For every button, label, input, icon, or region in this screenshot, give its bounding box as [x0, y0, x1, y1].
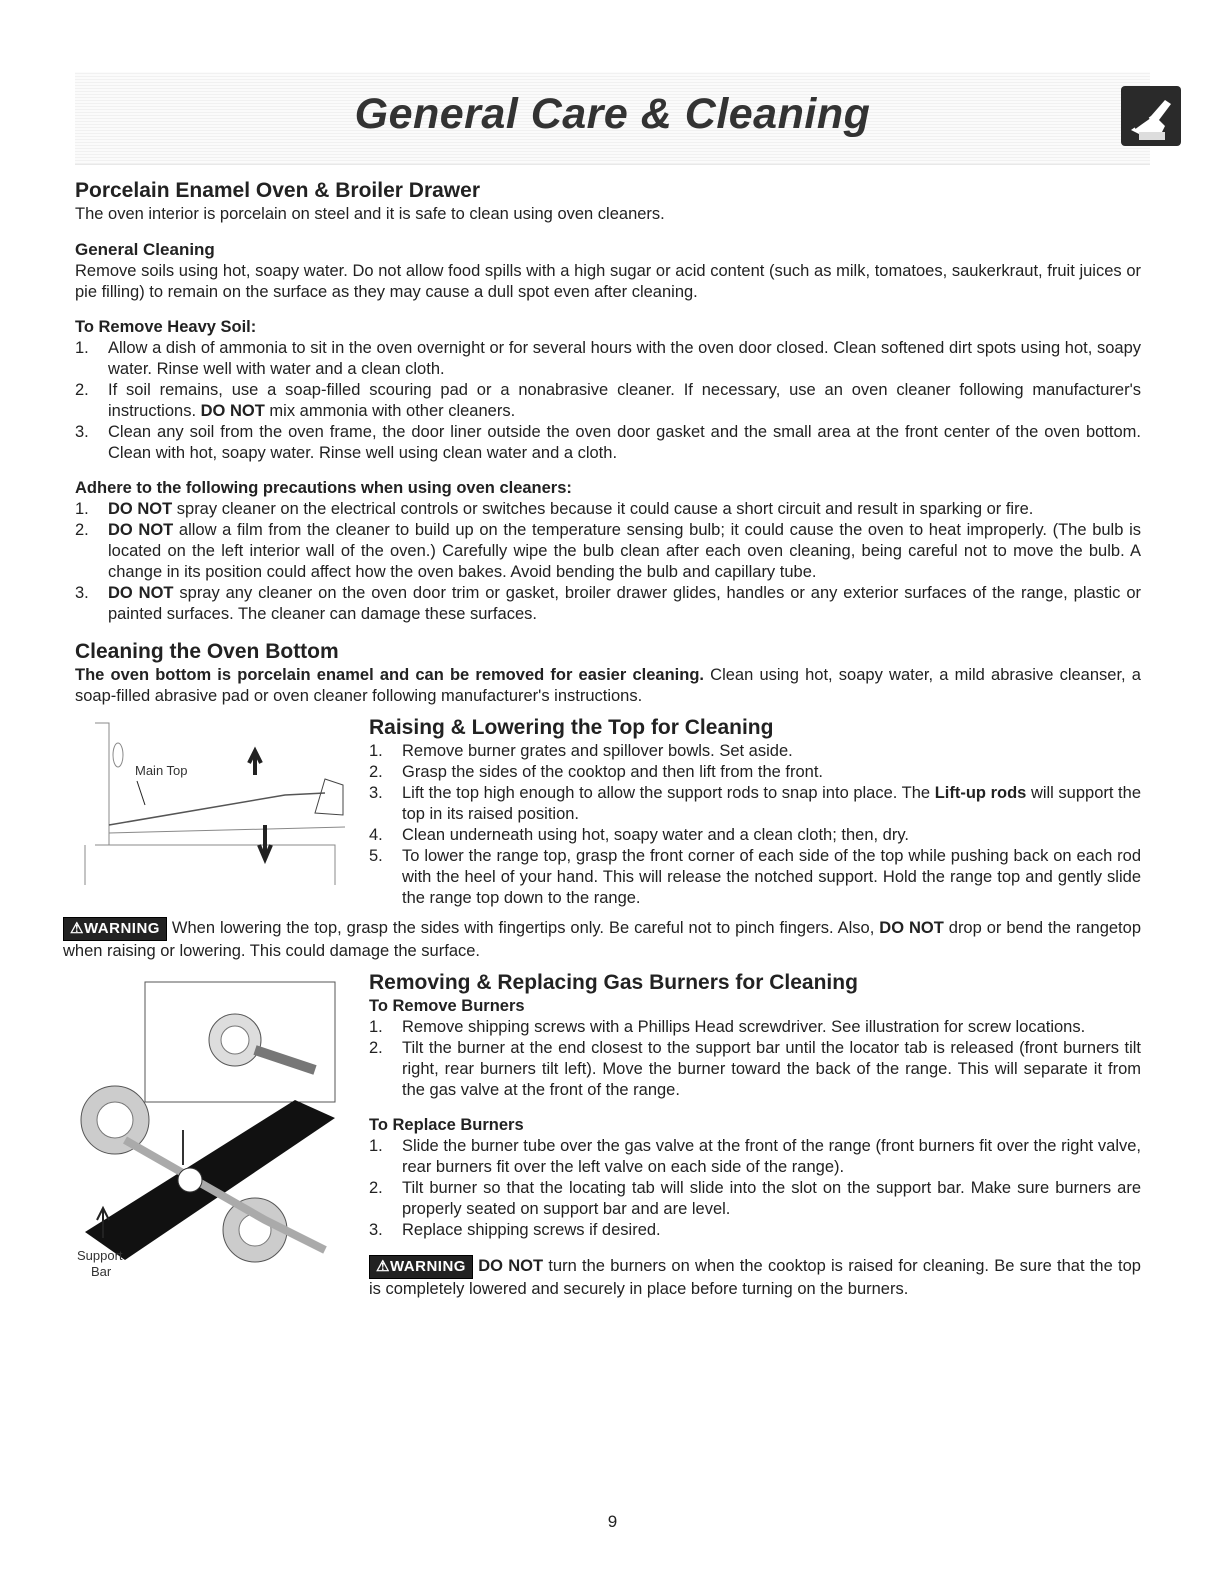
section-title-burners: Removing & Replacing Gas Burners for Cleaning: [369, 971, 858, 994]
heavy-soil-title: To Remove Heavy Soil:: [75, 318, 257, 336]
list-item: 5. To lower the range top, grasp the front corner of each side of the top while pushing back on each rod with the heel of your hand. This will release the notched support. Hold the range top and gently slide the range top down to the range.: [369, 847, 1141, 907]
list-item: 3. Clean any soil from the oven frame, the door liner outside the oven door gasket and the small area at the front center of the oven bottom. Clean with hot, soapy water. Rinse well using clean water and a cloth.: [75, 423, 1141, 462]
list-item: 2. Tilt burner so that the locating tab will slide into the slot on the support bar. Make sure burners are properly seated on support bar and are level.: [369, 1179, 1141, 1218]
porcelain-intro: The oven interior is porcelain on steel and it is safe to clean using oven cleaners.: [75, 205, 665, 223]
precautions-list: [75, 499, 1141, 625]
burner-illustration: [65, 970, 355, 1290]
remove-burners-title: To Remove Burners: [369, 997, 525, 1015]
list-item: 1. DO NOT spray cleaner on the electrical controls or switches because it could cause a short circuit and result in sparking or fire.: [75, 500, 1034, 518]
page-content: [63, 178, 1141, 1300]
replace-steps: [369, 1136, 1141, 1241]
list-item: 2. DO NOT allow a film from the cleaner to build up on the temperature sensing bulb; it could cause the oven to heat improperly. (The bulb is located on the left interior wall of the oven.) Carefully wipe the bulb clean after each oven cleaning, being careful not to move the bulb. A change in its position could affect how the oven bakes. Avoid bending the bulb and capillary tube.: [75, 521, 1141, 581]
bar-label: Bar: [91, 1264, 112, 1279]
raising-instructions: [369, 715, 1141, 909]
section-title-porcelain: Porcelain Enamel Oven & Broiler Drawer: [75, 179, 480, 202]
burners-section: [75, 970, 1141, 1300]
general-cleaning-text: Remove soils using hot, soapy water. Do not allow food spills with a high sugar or acid content (such as milk, tomatoes, saukerkraut, fruit juices or pie filling) to remain on the surface as they may cause a dull spot even after cleaning.: [75, 262, 1141, 301]
section-title-oven-bottom: Cleaning the Oven Bottom: [75, 640, 339, 663]
raising-warning: ⚠WARNING When lowering the top, grasp the sides with fingertips only. Be careful not to pinch fingers. Also, DO NOT drop or bend the rangetop when raising or lowering. This could damage the surface.: [63, 919, 1141, 960]
list-item: 3. Replace shipping screws if desired.: [369, 1221, 661, 1239]
page-title: General Care & Cleaning: [354, 90, 871, 138]
main-top-illustration: [75, 715, 365, 895]
list-item: 2. Tilt the burner at the end closest to the support bar until the locator tab is released (front burners tilt right, rear burners tilt left). Move the burner toward the back of the range. This will separate it from the gas valve at the front of the range.: [369, 1039, 1141, 1099]
list-item: 2. Grasp the sides of the cooktop and then lift from the front.: [369, 763, 823, 781]
list-item: 3. DO NOT spray any cleaner on the oven door trim or gasket, broiler drawer glides, handles or any exterior surfaces of the range, plastic or painted surfaces. The cleaner can damage these surfaces.: [75, 584, 1141, 623]
oven-bottom-text: The oven bottom is porcelain enamel and can be removed for easier cleaning. Clean using hot, soapy water, a mild abrasive cleanser, a soap-filled abrasive pad or oven cleaner following manufacturer's instructions.: [75, 666, 1141, 705]
list-item: 1. Remove burner grates and spillover bowls. Set aside.: [369, 742, 793, 760]
remove-steps: [369, 1017, 1141, 1101]
raising-section: [75, 715, 1141, 909]
main-top-label: Main Top: [135, 763, 188, 778]
page-number: 9: [607, 1512, 618, 1531]
list-item: 2. If soil remains, use a soap-filled scouring pad or a nonabrasive cleaner. If necessary, use an oven cleaner following manufacturer's instructions. DO NOT mix ammonia with other cleaners.: [75, 381, 1141, 420]
section-title-raising: Raising & Lowering the Top for Cleaning: [369, 716, 774, 739]
header-banner: [75, 72, 1150, 165]
list-item: 3. Lift the top high enough to allow the support rods to snap into place. The Lift-up rods will support the top in its raised position.: [369, 784, 1141, 823]
precautions-title: Adhere to the following precautions when using oven cleaners:: [75, 479, 572, 497]
list-item: 1. Slide the burner tube over the gas valve at the front of the range (front burners fit over the right valve, rear burners fit over the left valve on each side of the range).: [369, 1137, 1141, 1176]
general-cleaning-title: General Cleaning: [75, 240, 215, 259]
raising-steps: [369, 741, 1141, 909]
burners-warning: ⚠WARNING DO NOT turn the burners on when the cooktop is raised for cleaning. Be sure that the top is completely lowered and securely in place before turning on the burners.: [369, 1257, 1141, 1298]
warning-badge: ⚠WARNING: [369, 1255, 473, 1279]
cleaning-hand-icon: [1121, 86, 1181, 146]
heavy-soil-list: [75, 338, 1141, 464]
warning-badge: ⚠WARNING: [63, 917, 167, 941]
support-label: Support: [77, 1248, 123, 1263]
list-item: 4. Clean underneath using hot, soapy water and a clean cloth; then, dry.: [369, 826, 909, 844]
list-item: 1. Allow a dish of ammonia to sit in the oven overnight or for several hours with the oven door closed. Clean softened dirt spots using hot, soapy water. Rinse well with water and a clean cloth.: [75, 339, 1141, 378]
list-item: 1. Remove shipping screws with a Phillips Head screwdriver. See illustration for screw locations.: [369, 1018, 1086, 1036]
burners-instructions: [369, 970, 1141, 1300]
replace-burners-title: To Replace Burners: [369, 1116, 524, 1134]
